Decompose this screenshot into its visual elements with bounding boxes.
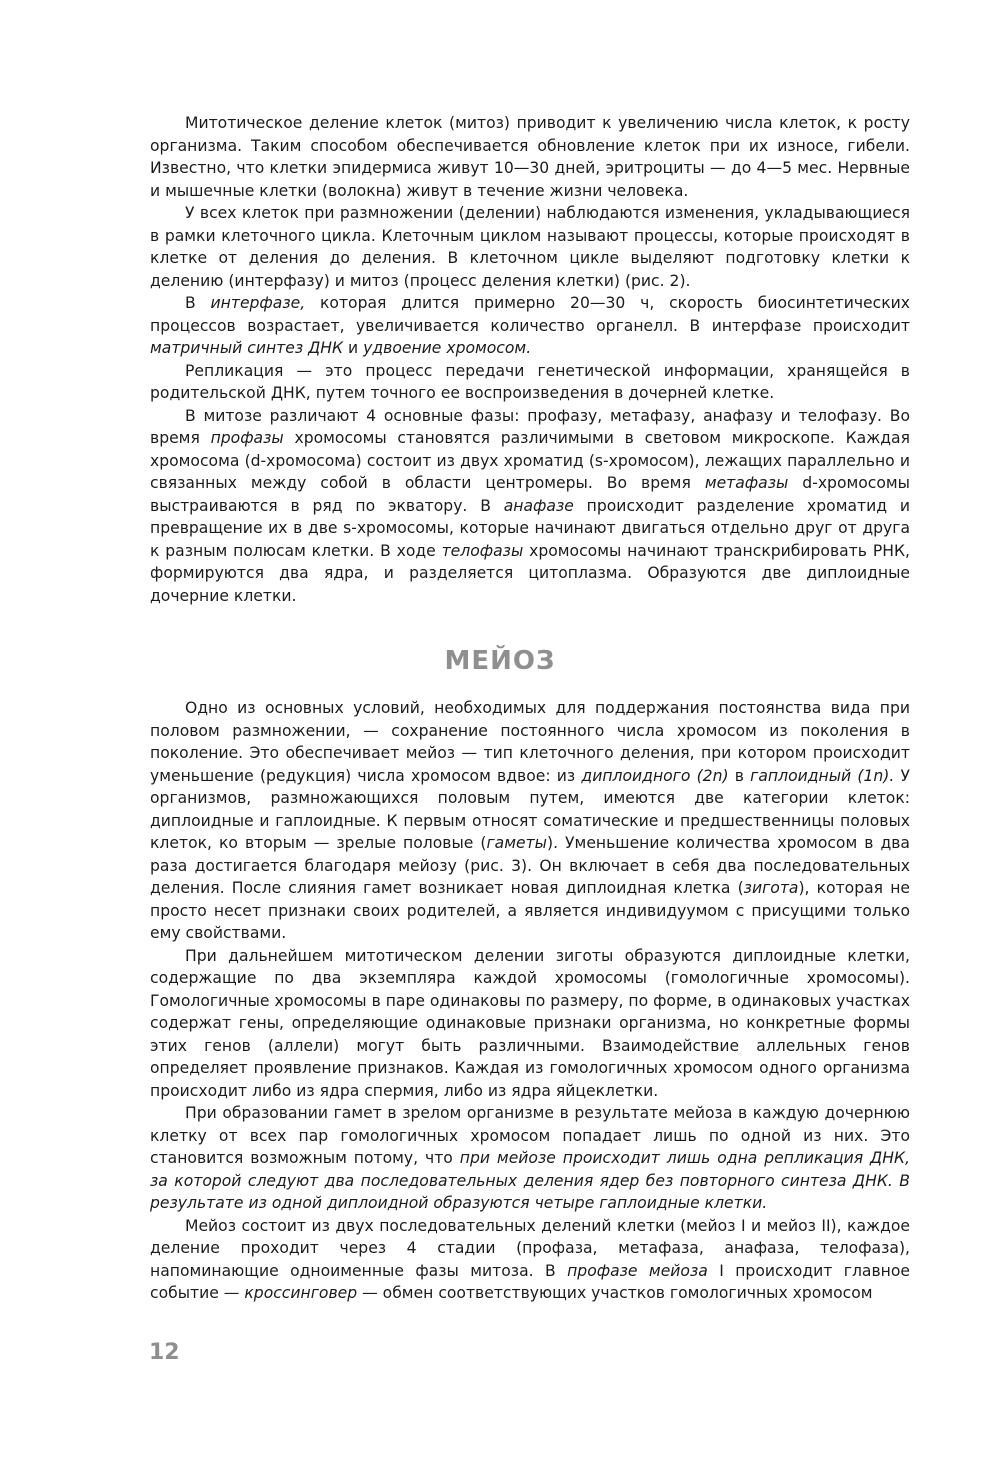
text-run: Митотическое деление клеток (митоз) приводит к увеличению числа клеток, к росту организма. Таким способом обеспечивается обновление клеток при их износе, гибели. Известно, что клетки эпидермиса живут 10—30 дней, эритроциты — до 4—5 мес. Нервные и мышечные клетки (волокна) живут в течение жизни человека. (150, 114, 910, 200)
text-run: хромосомы становятся различимыми в световом микроскопе. Каждая хромосома (d-хромосома) состоит из двух хроматид (s-хромосом), лежащих параллельно и связанных между собой в области центромеры. Во время (150, 429, 910, 492)
text-run: d-хромосомы выстраиваются в ряд по экватору. В (150, 474, 910, 515)
italic-run: гаметы (486, 834, 547, 852)
italic-run: профазы (210, 429, 284, 447)
paragraph (150, 292, 910, 360)
text-run: В митозе различают 4 основные фазы: профазу, метафазу, анафазу и телофазу. Во время (150, 406, 910, 447)
page-number: 12 (149, 1340, 180, 1365)
paragraph (150, 697, 910, 945)
text-run: При дальнейшем митотическом делении зиготы образуются диплоидные клетки, содержащие по два экземпляра каждой хромосомы (гомологичные хромосомы). Гомологичные хромосомы в паре одинаковы по размеру, по форме, в одинаковых участках содержат гены, определяющие одинаковые признаки организма, но конкретные формы этих генов (аллели) могут быть различными. Взаимодействие аллельных генов определяет проявление признаков. Каждая из гомологичных хромосом одного организма происходит либо из ядра спермия, либо из ядра яйцеклетки. (150, 946, 910, 1100)
text-run: Мейоз состоит из двух последовательных делений клетки (мейоз I и мейоз II), каждое деление проходит через 4 стадии (профаза, метафаза, анафаза, телофаза), напоминающие одноименные фазы митоза. В (150, 1216, 910, 1280)
italic-run: метафазы (704, 474, 789, 492)
text-run: ), которая не просто несет признаки своих родителей, а является индивидуумом с присущими только ему свойствами. (150, 879, 910, 942)
italic-run: профазе мейоза (567, 1261, 708, 1280)
italic-run: удвоение хромосом. (363, 339, 532, 357)
text-run: и (343, 339, 364, 357)
italic-run: анафазе (503, 496, 574, 515)
section-heading: МЕЙОЗ (444, 646, 556, 676)
text-run: хромосомы начинают транскрибировать РНК, формируются два ядра, и разделяется цитоплазма. Образуются две диплоидные дочерние клетки. (150, 541, 910, 605)
text-run: У организмов, размножающихся половым путем, имеются две категории клеток: диплоидные и гаплоидные. К первым относят соматические и предшественницы половых клеток, ко вторым — зрелые половые ( (150, 766, 910, 852)
paragraph (150, 945, 910, 1103)
paragraph (150, 202, 910, 292)
text-run: В (185, 294, 211, 312)
text-run: ). Уменьшение количества хромосом в два раза достигается благодаря мейозу (рис. 3). Он включает в себя два последовательных деления. После слияния гамет возникает новая диплоидная клетка ( (150, 834, 910, 897)
paragraph (150, 1215, 910, 1305)
text-run: Репликация — это процесс передачи генетической информации, хранящейся в родительской ДНК, путем точного ее воспроизведения в дочерней клетке. (150, 361, 910, 402)
text-run: в (728, 766, 751, 785)
text-run: которая длится примерно 20—30 ч, скорость биосинтетических процессов возрастает, увеличивается количество органелл. В интерфазе происходит (150, 294, 911, 335)
text-run: — обмен соответствующих участков гомологичных хромосом (357, 1284, 873, 1302)
italic-run: интерфазе, (210, 294, 306, 312)
text-run: Одно из основных условий, необходимых для поддержания постоянства вида при половом размножении, — сохранение постоянного числа хромосом из поколения в поколение. Это обеспечивает мейоз — тип клеточного деления, при котором происходит уменьшение (редукция) числа хромосом вдвое: из (150, 699, 910, 785)
italic-run: диплоидного (2n) (581, 766, 729, 785)
text-run: При образовании гамет в зрелом организме в результате мейоза в каждую дочернюю клетку от всех пар гомологичных хромосом попадает лишь по одной из них. Это становится возможным потому, что (150, 1104, 910, 1167)
italic-run: при мейозе происходит лишь одна репликация ДНК, за которой следуют два последовательных деления ядер без повторного синтеза ДНК. В результате из одной диплоидной образуются четыре гаплоидные клетки. (150, 1149, 910, 1212)
text-run: У всех клеток при размножении (делении) наблюдаются изменения, укладывающиеся в рамки клеточного цикла. Клеточным циклом называют процессы, которые происходят в клетке от деления до деления. В клеточном цикле выделяют подготовку клетки к делению (интерфазу) и митоз (процесс деления клетки) (рис. 2). (150, 204, 910, 290)
text-run: I происходит главное событие — (150, 1261, 910, 1302)
italic-run: матричный синтез ДНК (150, 339, 344, 357)
meiosis-text-block (150, 697, 910, 1305)
text-run: происходит разделение хроматид и превращение их в две s-хромосомы, которые начинают двигаться отдельно друг от друга к разным полюсам клетки. В ходе (150, 496, 910, 560)
italic-run: гаплоидный (1n). (750, 766, 895, 785)
paragraph (150, 405, 910, 608)
paragraph (150, 360, 910, 405)
mitosis-text-block (150, 112, 910, 607)
paragraph (150, 112, 910, 202)
italic-run: телофазы (441, 541, 524, 560)
italic-run: зигота (743, 879, 799, 897)
paragraph (150, 1102, 910, 1215)
italic-run: кроссинговер (244, 1284, 358, 1302)
